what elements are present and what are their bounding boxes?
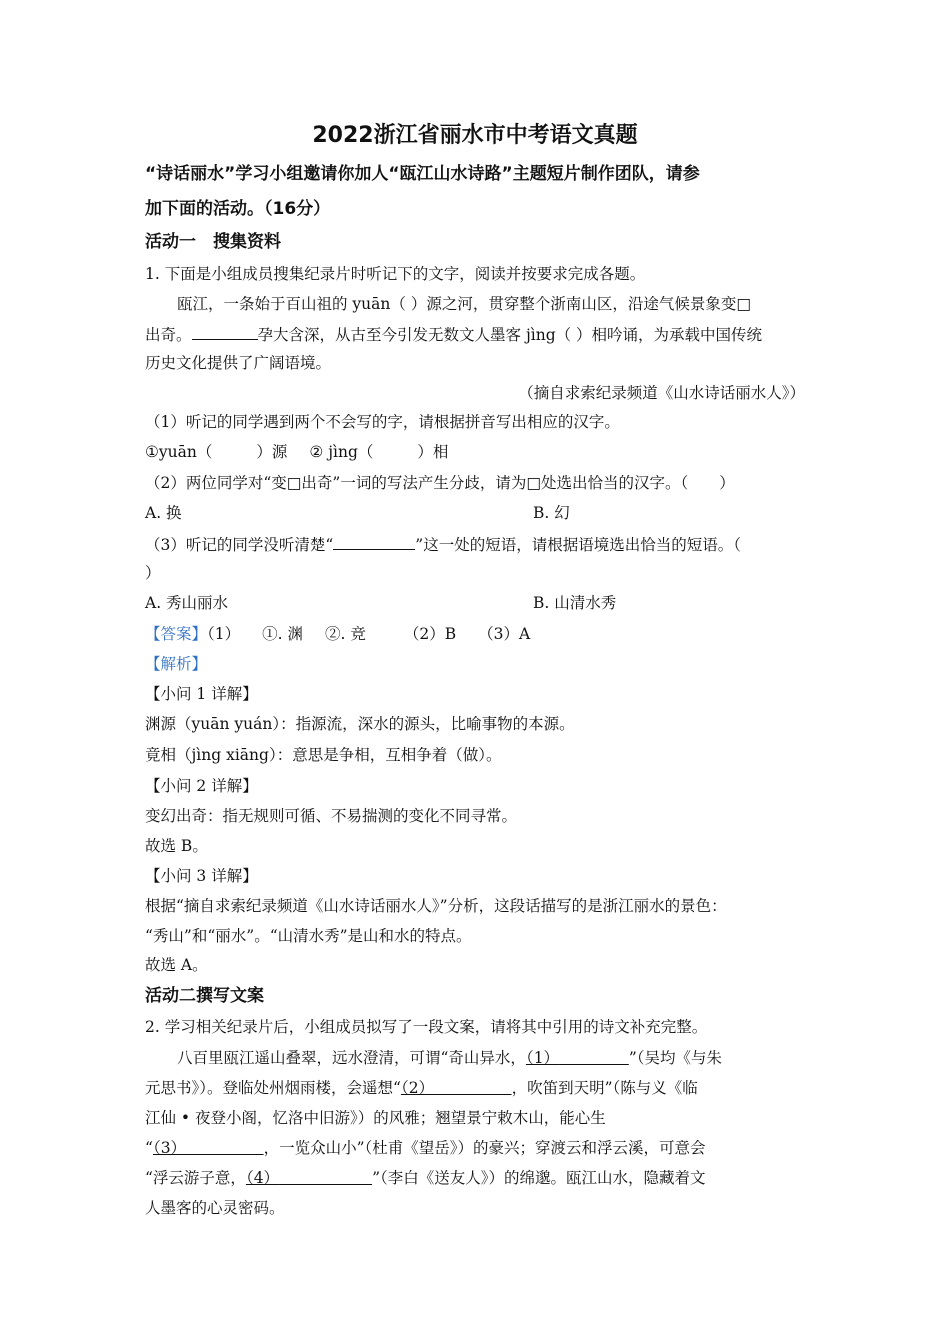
question-1-3-end: ”这一处的短语，请根据语境选出恰当的短语。（ bbox=[415, 536, 741, 554]
question-1-3-start: （3）听记的同学没听清楚“ bbox=[145, 536, 334, 554]
activity-1-heading: 活动一 搜集资料 bbox=[145, 232, 281, 252]
copy-line-5-end: ”（李白《送友人》）的绵邈。瓯江山水，隐藏着文 bbox=[372, 1169, 706, 1187]
copy-line-6: 人墨客的心灵密码。 bbox=[145, 1199, 285, 1217]
blank-2[interactable] bbox=[401, 1079, 512, 1097]
blank-1[interactable] bbox=[526, 1049, 629, 1067]
detail-3-line-1: 根据“摘自求索纪录频道《山水诗话丽水人》”分析，这段话描写的是浙江丽水的景色： bbox=[145, 897, 727, 915]
answer-part-2: （2）B bbox=[403, 625, 457, 643]
detail-2-heading: 【小问 2 详解】 bbox=[145, 777, 258, 795]
intro-line-2: 加下面的活动。（16分） bbox=[145, 199, 331, 219]
answer-line bbox=[145, 623, 530, 645]
copy-line-1 bbox=[177, 1047, 722, 1069]
passage-blank bbox=[192, 323, 258, 340]
copy-line-4-end: ，一览众山小”（杜甫《望岳》）的豪兴；穿渡云和浮云溪，可意会 bbox=[263, 1139, 706, 1157]
answer-jing: ②. 竞 bbox=[325, 625, 366, 643]
detail-1-line-2: 竟相（jìng xiāng）：意思是争相，互相争着（做）。 bbox=[145, 746, 502, 764]
detail-2-line-2: 故选 B。 bbox=[145, 837, 208, 855]
intro-line-1: “诗话丽水”学习小组邀请你加人“瓯江山水诗路”主题短片制作团队，请参 bbox=[145, 164, 700, 184]
question-1-3 bbox=[145, 533, 741, 556]
item-yuan-start: ①yuān（ bbox=[145, 443, 213, 461]
passage-line-1: 瓯江，一条始于百山祖的 yuān（ ）源之河，贯穿整个浙南山区，沿途气候景象变□ bbox=[177, 295, 751, 313]
page-title: 2022浙江省丽水市中考语文真题 bbox=[312, 123, 638, 148]
item-jing-start: ② jìng（ bbox=[309, 443, 374, 461]
answer-part-1: （1） bbox=[207, 625, 241, 643]
blank-3-label: （3） bbox=[152, 1139, 187, 1157]
copy-line-2-start: 元思书》）。登临处州烟雨楼，会遥想“ bbox=[145, 1079, 401, 1097]
passage-line-2-end: 孕大含深，从古至今引发无数文人墨客 jìng（ ）相吟诵，为承载中国传统 bbox=[257, 326, 763, 344]
option-1-3-b: B. 山清水秀 bbox=[533, 594, 617, 612]
detail-3-line-3: 故选 A。 bbox=[145, 956, 208, 974]
question-2-stem: 2. 学习相关纪录片后，小组成员拟写了一段文案，请将其中引用的诗文补充完整。 bbox=[145, 1018, 708, 1036]
copy-line-4 bbox=[145, 1137, 706, 1159]
option-1-3-a: A. 秀山丽水 bbox=[145, 594, 229, 612]
activity-2-heading: 活动二撰写文案 bbox=[145, 986, 264, 1006]
question-1-3-blank bbox=[333, 533, 415, 550]
analysis-tag: 【解析】 bbox=[145, 655, 208, 673]
copy-line-5 bbox=[145, 1167, 706, 1189]
copy-line-2-end: ，吹笛到天明”（陈与义《临 bbox=[511, 1079, 698, 1097]
option-1-2-b: B. 幻 bbox=[533, 504, 570, 522]
copy-line-2 bbox=[145, 1077, 698, 1099]
item-yuan-end: ）源 bbox=[256, 443, 288, 461]
passage-line-2 bbox=[145, 323, 762, 346]
option-1-2-a: A. 换 bbox=[145, 504, 182, 522]
question-1-stem: 1. 下面是小组成员搜集纪录片时听记下的文字，阅读并按要求完成各题。 bbox=[145, 265, 646, 283]
question-1-2: （2）两位同学对“变□出奇”一词的写法产生分歧，请为□处选出恰当的汉字。（ ） bbox=[145, 474, 735, 492]
detail-3-line-2: “秀山”和“丽水”。“山清水秀”是山和水的特点。 bbox=[145, 927, 472, 945]
passage-line-2-start: 出奇。 bbox=[145, 326, 192, 344]
passage-line-3: 历史文化提供了广阔语境。 bbox=[145, 354, 332, 372]
detail-2-line-1: 变幻出奇：指无规则可循、不易揣测的变化不同寻常。 bbox=[145, 807, 518, 825]
item-jing-end: ）相 bbox=[417, 443, 449, 461]
copy-line-4-start: “ bbox=[145, 1139, 153, 1157]
detail-1-heading: 【小问 1 详解】 bbox=[145, 685, 258, 703]
passage-source: （摘自求索纪录频道《山水诗话丽水人》） bbox=[518, 384, 805, 402]
detail-3-heading: 【小问 3 详解】 bbox=[145, 867, 258, 885]
question-1-1: （1）听记的同学遇到两个不会写的字，请根据拼音写出相应的汉字。 bbox=[145, 413, 620, 431]
question-1-3-close: ） bbox=[145, 564, 161, 582]
copy-line-5-start: “浮云游子意， bbox=[145, 1169, 246, 1187]
answer-yuan: ①. 渊 bbox=[262, 625, 303, 643]
copy-line-1-start: 八百里瓯江遥山叠翠，远水澄清，可谓“奇山异水， bbox=[177, 1049, 526, 1067]
question-1-1-items bbox=[145, 441, 448, 463]
blank-1-label: （1） bbox=[525, 1049, 560, 1067]
blank-4[interactable] bbox=[246, 1169, 372, 1187]
answer-part-3: （3）A bbox=[478, 625, 531, 643]
copy-line-1-end: ”（吴均《与朱 bbox=[628, 1049, 722, 1067]
detail-1-line-1: 渊源（yuān yuán）：指源流，深水的源头，比喻事物的本源。 bbox=[145, 715, 575, 733]
blank-3[interactable] bbox=[153, 1139, 264, 1157]
answer-tag: 【答案】 bbox=[145, 625, 208, 643]
blank-2-label: （2） bbox=[400, 1079, 435, 1097]
blank-4-label: （4） bbox=[245, 1169, 280, 1187]
copy-line-3: 江仙 • 夜登小阁，忆洛中旧游》）的风雅；翘望景宁敕木山，能心生 bbox=[145, 1109, 606, 1127]
